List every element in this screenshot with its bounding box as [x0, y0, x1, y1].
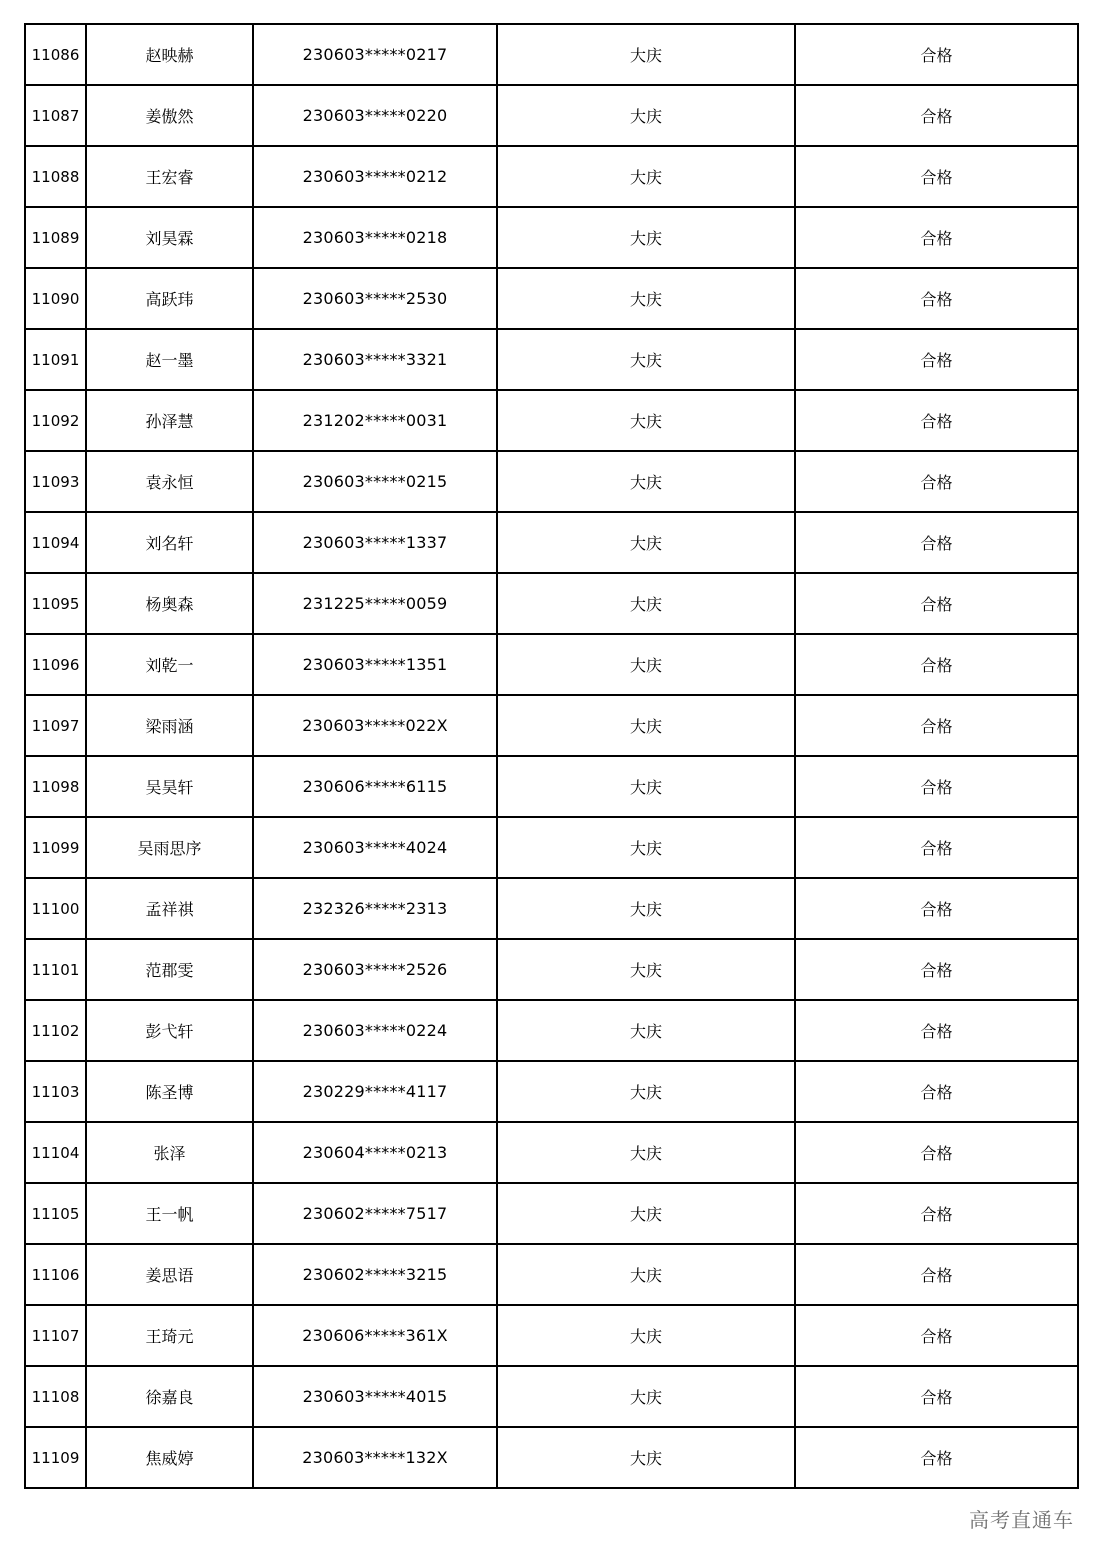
- cell-name: 彭弋轩: [86, 1000, 253, 1061]
- cell-name: 王一帆: [86, 1183, 253, 1244]
- cell-city: 大庆: [497, 1366, 795, 1427]
- cell-name: 梁雨涵: [86, 695, 253, 756]
- cell-seq: 11099: [25, 817, 86, 878]
- cell-name: 范郡雯: [86, 939, 253, 1000]
- cell-city: 大庆: [497, 85, 795, 146]
- table-row: [25, 268, 1078, 329]
- cell-id-number: 230603*****0217: [253, 24, 497, 85]
- cell-city: 大庆: [497, 512, 795, 573]
- cell-result: 合格: [795, 512, 1078, 573]
- cell-seq: 11106: [25, 1244, 86, 1305]
- cell-result: 合格: [795, 1305, 1078, 1366]
- cell-city: 大庆: [497, 573, 795, 634]
- cell-city: 大庆: [497, 24, 795, 85]
- cell-seq: 11092: [25, 390, 86, 451]
- cell-name: 王宏睿: [86, 146, 253, 207]
- table-row: [25, 756, 1078, 817]
- table-row: [25, 1244, 1078, 1305]
- cell-id-number: 230229*****4117: [253, 1061, 497, 1122]
- watermark-text: 高考直通车: [969, 1508, 1074, 1532]
- cell-seq: 11091: [25, 329, 86, 390]
- cell-city: 大庆: [497, 1122, 795, 1183]
- cell-name: 刘名轩: [86, 512, 253, 573]
- cell-result: 合格: [795, 85, 1078, 146]
- table-row: [25, 146, 1078, 207]
- table-row: [25, 1305, 1078, 1366]
- cell-name: 王琦元: [86, 1305, 253, 1366]
- cell-id-number: 230603*****0224: [253, 1000, 497, 1061]
- cell-name: 张泽: [86, 1122, 253, 1183]
- cell-name: 刘昊霖: [86, 207, 253, 268]
- cell-id-number: 230603*****1337: [253, 512, 497, 573]
- table-row: [25, 878, 1078, 939]
- cell-result: 合格: [795, 1183, 1078, 1244]
- table-body: [25, 24, 1078, 1488]
- cell-result: 合格: [795, 451, 1078, 512]
- cell-name: 孙泽慧: [86, 390, 253, 451]
- cell-seq: 11100: [25, 878, 86, 939]
- cell-name: 赵映赫: [86, 24, 253, 85]
- cell-seq: 11101: [25, 939, 86, 1000]
- table-row: [25, 390, 1078, 451]
- cell-id-number: 230606*****6115: [253, 756, 497, 817]
- cell-id-number: 230603*****2530: [253, 268, 497, 329]
- cell-city: 大庆: [497, 1244, 795, 1305]
- cell-id-number: 230603*****0212: [253, 146, 497, 207]
- cell-id-number: 231225*****0059: [253, 573, 497, 634]
- cell-id-number: 230602*****3215: [253, 1244, 497, 1305]
- table-row: [25, 1000, 1078, 1061]
- cell-id-number: 230603*****0218: [253, 207, 497, 268]
- cell-name: 刘乾一: [86, 634, 253, 695]
- cell-city: 大庆: [497, 695, 795, 756]
- table-row: [25, 1061, 1078, 1122]
- cell-seq: 11093: [25, 451, 86, 512]
- cell-seq: 11098: [25, 756, 86, 817]
- table-row: [25, 939, 1078, 1000]
- cell-result: 合格: [795, 1122, 1078, 1183]
- cell-name: 吴雨思序: [86, 817, 253, 878]
- cell-city: 大庆: [497, 634, 795, 695]
- cell-seq: 11103: [25, 1061, 86, 1122]
- results-table: [24, 23, 1079, 1489]
- cell-city: 大庆: [497, 390, 795, 451]
- cell-city: 大庆: [497, 329, 795, 390]
- cell-seq: 11089: [25, 207, 86, 268]
- cell-id-number: 232326*****2313: [253, 878, 497, 939]
- cell-seq: 11104: [25, 1122, 86, 1183]
- table-row: [25, 695, 1078, 756]
- cell-name: 高跃玮: [86, 268, 253, 329]
- cell-result: 合格: [795, 24, 1078, 85]
- cell-seq: 11108: [25, 1366, 86, 1427]
- cell-result: 合格: [795, 329, 1078, 390]
- cell-result: 合格: [795, 695, 1078, 756]
- cell-city: 大庆: [497, 817, 795, 878]
- cell-result: 合格: [795, 146, 1078, 207]
- cell-id-number: 230603*****1351: [253, 634, 497, 695]
- cell-result: 合格: [795, 1366, 1078, 1427]
- cell-result: 合格: [795, 756, 1078, 817]
- cell-city: 大庆: [497, 1305, 795, 1366]
- cell-name: 孟祥祺: [86, 878, 253, 939]
- cell-name: 徐嘉良: [86, 1366, 253, 1427]
- cell-result: 合格: [795, 817, 1078, 878]
- cell-seq: 11095: [25, 573, 86, 634]
- cell-city: 大庆: [497, 756, 795, 817]
- table-row: [25, 329, 1078, 390]
- cell-result: 合格: [795, 1061, 1078, 1122]
- cell-id-number: 230603*****132X: [253, 1427, 497, 1488]
- cell-name: 袁永恒: [86, 451, 253, 512]
- table-row: [25, 85, 1078, 146]
- table-row: [25, 207, 1078, 268]
- cell-id-number: 230603*****022X: [253, 695, 497, 756]
- cell-name: 姜思语: [86, 1244, 253, 1305]
- cell-seq: 11087: [25, 85, 86, 146]
- cell-name: 姜傲然: [86, 85, 253, 146]
- cell-city: 大庆: [497, 1427, 795, 1488]
- cell-seq: 11097: [25, 695, 86, 756]
- cell-id-number: 230602*****7517: [253, 1183, 497, 1244]
- cell-city: 大庆: [497, 1000, 795, 1061]
- cell-seq: 11094: [25, 512, 86, 573]
- cell-result: 合格: [795, 634, 1078, 695]
- cell-result: 合格: [795, 939, 1078, 1000]
- table-row: [25, 1427, 1078, 1488]
- cell-result: 合格: [795, 1000, 1078, 1061]
- cell-id-number: 230604*****0213: [253, 1122, 497, 1183]
- cell-id-number: 230603*****4024: [253, 817, 497, 878]
- cell-result: 合格: [795, 207, 1078, 268]
- cell-result: 合格: [795, 1427, 1078, 1488]
- table-row: [25, 573, 1078, 634]
- cell-city: 大庆: [497, 1183, 795, 1244]
- table-row: [25, 1366, 1078, 1427]
- table-row: [25, 634, 1078, 695]
- cell-name: 吴昊轩: [86, 756, 253, 817]
- cell-city: 大庆: [497, 1061, 795, 1122]
- cell-city: 大庆: [497, 268, 795, 329]
- cell-name: 杨奥森: [86, 573, 253, 634]
- cell-result: 合格: [795, 878, 1078, 939]
- table-row: [25, 1183, 1078, 1244]
- cell-id-number: 230603*****3321: [253, 329, 497, 390]
- cell-seq: 11105: [25, 1183, 86, 1244]
- cell-seq: 11086: [25, 24, 86, 85]
- cell-seq: 11090: [25, 268, 86, 329]
- cell-result: 合格: [795, 390, 1078, 451]
- table-row: [25, 512, 1078, 573]
- cell-id-number: 231202*****0031: [253, 390, 497, 451]
- cell-city: 大庆: [497, 207, 795, 268]
- cell-result: 合格: [795, 573, 1078, 634]
- cell-result: 合格: [795, 268, 1078, 329]
- cell-id-number: 230606*****361X: [253, 1305, 497, 1366]
- table-row: [25, 1122, 1078, 1183]
- cell-id-number: 230603*****2526: [253, 939, 497, 1000]
- cell-seq: 11107: [25, 1305, 86, 1366]
- table-row: [25, 451, 1078, 512]
- cell-seq: 11096: [25, 634, 86, 695]
- cell-seq: 11102: [25, 1000, 86, 1061]
- cell-id-number: 230603*****0215: [253, 451, 497, 512]
- cell-city: 大庆: [497, 451, 795, 512]
- cell-name: 赵一墨: [86, 329, 253, 390]
- cell-seq: 11088: [25, 146, 86, 207]
- cell-city: 大庆: [497, 878, 795, 939]
- cell-name: 焦威婷: [86, 1427, 253, 1488]
- cell-id-number: 230603*****0220: [253, 85, 497, 146]
- cell-city: 大庆: [497, 146, 795, 207]
- table-row: [25, 24, 1078, 85]
- cell-result: 合格: [795, 1244, 1078, 1305]
- cell-id-number: 230603*****4015: [253, 1366, 497, 1427]
- cell-name: 陈圣博: [86, 1061, 253, 1122]
- cell-city: 大庆: [497, 939, 795, 1000]
- table-row: [25, 817, 1078, 878]
- cell-seq: 11109: [25, 1427, 86, 1488]
